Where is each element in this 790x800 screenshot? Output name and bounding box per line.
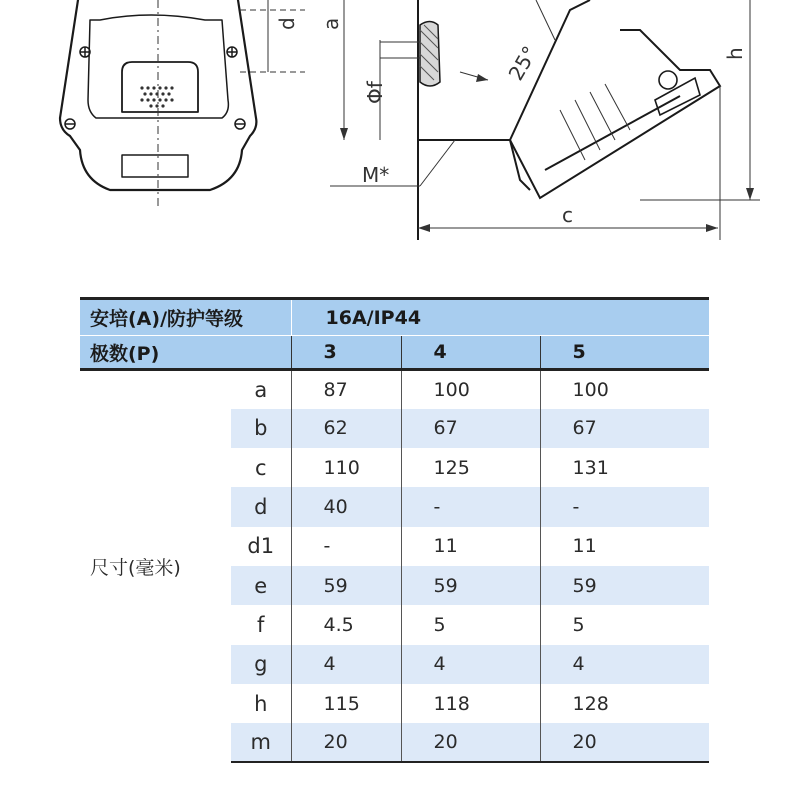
dimension-value: 4.5 [291, 605, 401, 644]
dimension-value: 20 [291, 723, 401, 762]
header-label-rating: 安培(A)/防护等级 [80, 299, 291, 336]
header-row-rating [80, 299, 709, 336]
dimension-value: 20 [401, 723, 540, 762]
dimension-value: 4 [401, 645, 540, 684]
dimension-value: 4 [540, 645, 709, 684]
rating-value: 16A/IP44 [291, 299, 709, 336]
dimension-value: 125 [401, 448, 540, 487]
dimension-value: 11 [401, 527, 540, 566]
dimension-unit-label: 尺寸(毫米) [90, 557, 181, 580]
dimension-symbol: m [231, 723, 291, 762]
dimension-value: 100 [540, 370, 709, 409]
dimension-label-h: h [723, 47, 747, 60]
technical-drawing [0, 0, 790, 260]
spec-table [80, 297, 709, 763]
dimension-symbol: g [231, 645, 291, 684]
dimension-value: 4 [291, 645, 401, 684]
dimension-label-a: a [319, 17, 343, 30]
dimension-symbol: b [231, 409, 291, 448]
dimension-label-c: c [562, 203, 573, 227]
dimension-value: - [401, 487, 540, 526]
dimension-symbol: d [231, 487, 291, 526]
dimension-value: 40 [291, 487, 401, 526]
header-row-poles [80, 336, 709, 370]
dimension-symbol: e [231, 566, 291, 605]
side-view-section [420, 22, 440, 87]
dimension-value: 128 [540, 684, 709, 723]
dimension-value: 67 [540, 409, 709, 448]
front-view-label-plate [122, 155, 188, 177]
dimension-symbol: d1 [247, 534, 275, 559]
table-row [80, 370, 709, 409]
dimension-label-angle: 25° [503, 41, 543, 85]
dimension-label-d: d [275, 17, 299, 30]
dimension-value: 87 [291, 370, 401, 409]
dimension-label-m: M* [362, 163, 390, 187]
dimension-symbol: f [257, 612, 265, 637]
spec-table-body [80, 370, 709, 763]
dimension-symbol: a [254, 377, 268, 402]
dimension-value: 100 [401, 370, 540, 409]
dimension-value: 5 [401, 605, 540, 644]
dimension-label-f: Φf [363, 81, 387, 104]
dimension-value: 62 [291, 409, 401, 448]
dimension-value: - [291, 527, 401, 566]
dimension-value: 118 [401, 684, 540, 723]
dimension-value: - [540, 487, 709, 526]
dimension-value: 59 [540, 566, 709, 605]
dimension-value: 110 [291, 448, 401, 487]
dimension-value: 59 [291, 566, 401, 605]
dimension-value: 20 [540, 723, 709, 762]
dimension-value: 11 [540, 527, 709, 566]
dimension-value: 67 [401, 409, 540, 448]
header-label-poles: 极数(P) [80, 336, 291, 370]
pole-header-5: 5 [540, 336, 709, 370]
dimension-symbol: c [254, 455, 267, 480]
dimension-value: 131 [540, 448, 709, 487]
side-view-lid [655, 71, 700, 115]
pole-header-3: 3 [291, 336, 401, 370]
dimension-value: 115 [291, 684, 401, 723]
dimension-value: 5 [540, 605, 709, 644]
side-view-dimensions [330, 0, 760, 240]
dimension-symbol: h [254, 691, 268, 716]
dimension-arrows [340, 74, 754, 232]
dimension-d [240, 0, 305, 72]
pole-header-4: 4 [401, 336, 540, 370]
front-view-vent-dots [140, 86, 173, 107]
dimension-value: 59 [401, 566, 540, 605]
drawing-svg [0, 0, 790, 260]
